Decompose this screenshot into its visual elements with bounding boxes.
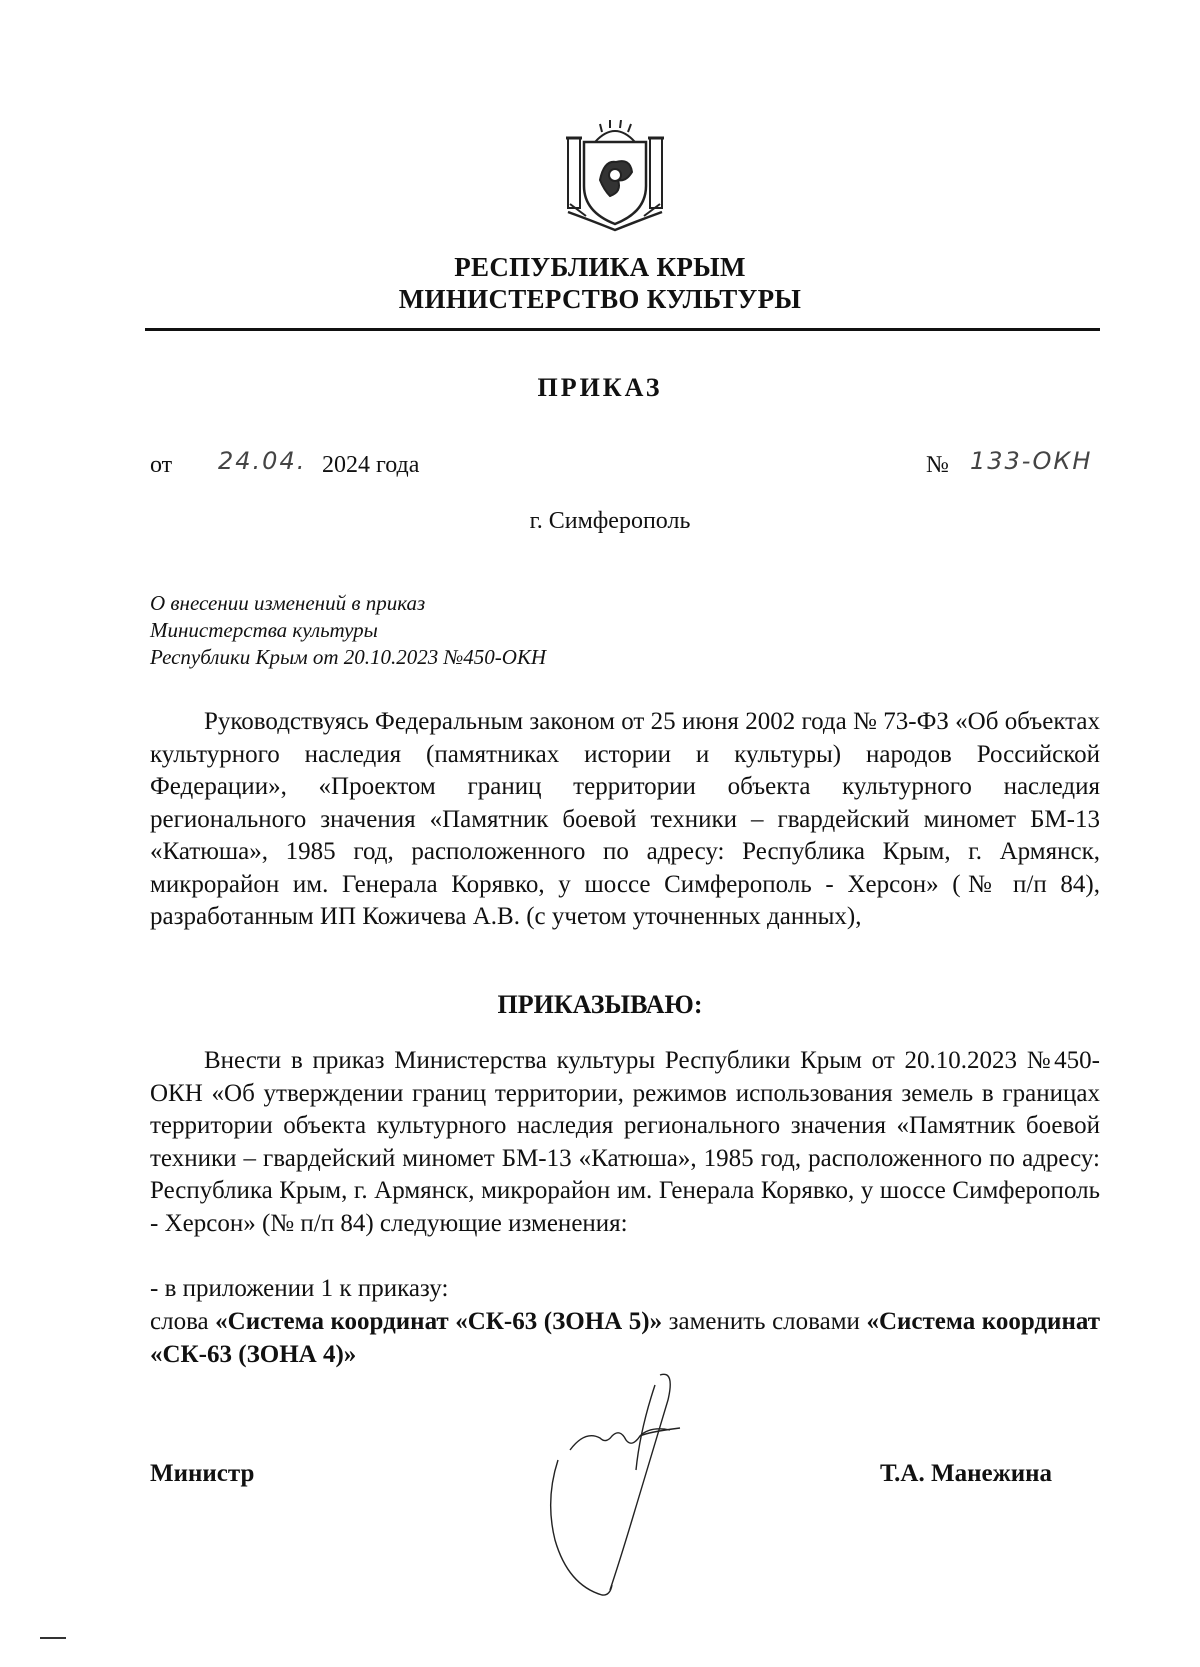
signatory-name: Т.А. Манежина xyxy=(880,1460,1053,1487)
city: г. Симферополь xyxy=(529,508,691,534)
order-number-handwritten: 133-ОКН xyxy=(970,447,1093,475)
header-divider xyxy=(145,328,1100,331)
crimea-coat-of-arms-icon xyxy=(560,120,670,232)
new-wording: «Система координат «СК-63 (ЗОНА 4)» xyxy=(150,1308,1100,1368)
old-wording: «Система координат «СК-63 (ЗОНА 5)» xyxy=(215,1308,663,1335)
change-item: - в приложении 1 к приказу: xyxy=(150,1275,449,1302)
coat-of-arms-emblem xyxy=(560,120,670,232)
date-year: 2024 года xyxy=(322,452,420,478)
page-mark xyxy=(40,1637,66,1639)
signatory-position: Министр xyxy=(150,1460,255,1487)
order-subject xyxy=(150,590,546,671)
handwritten-signature-icon xyxy=(540,1370,740,1600)
document-title: ПРИКАЗ xyxy=(537,373,663,402)
replacement-clause xyxy=(150,1306,1100,1371)
number-sign: № xyxy=(926,452,949,478)
command-heading: ПРИКАЗЫВАЮ: xyxy=(497,990,703,1019)
date-prefix: от xyxy=(150,452,173,478)
subject-line: О внесении изменений в приказ xyxy=(150,591,426,615)
body-paragraph: Внести в приказ Министерства культуры Республики Крым от 20.10.2023 №450-ОКН «Об утверждении границ территории, режимов использования земель в границах территории объекта культурного наследия регионального значения «Памятник боевой техники – гвардейский миномет БМ-13 «Катюша», 1985 год, расположенного по адресу: Республика Крым, г. Армянск, микрорайон им. Генерала Корявко, у шоссе Симферополь - Херсон» (№ п/п 84) следующие изменения: xyxy=(150,1047,1100,1237)
subject-line: Министерства культуры xyxy=(150,618,378,642)
preamble-paragraph: Руководствуясь Федеральным законом от 25 июня 2002 года № 73-ФЗ «Об объектах культурного наследия (памятниках истории и культуры) народов Российской Федерации», «Проектом границ территории объекта культурного наследия регионального значения «Памятник боевой техники – гвардейский миномет БМ-13 «Катюша», 1985 год, расположенного по адресу: Республика Крым, г. Армянск, микрорайон им. Генерала Корявко, у шоссе Симферополь - Херсон» (№ п/п 84), разработанным ИП Кожичева А.В. (с учетом уточненных данных), xyxy=(150,708,1100,930)
republic-name: РЕСПУБЛИКА КРЫМ xyxy=(454,252,746,282)
subject-line: Республики Крым от 20.10.2023 №450-ОКН xyxy=(150,645,547,669)
replace-middle: заменить словами xyxy=(662,1308,867,1335)
replace-prefix: слова xyxy=(150,1308,216,1335)
date-handwritten: 24.04. xyxy=(218,447,307,475)
ministry-name: МИНИСТЕРСТВО КУЛЬТУРЫ xyxy=(398,284,802,314)
